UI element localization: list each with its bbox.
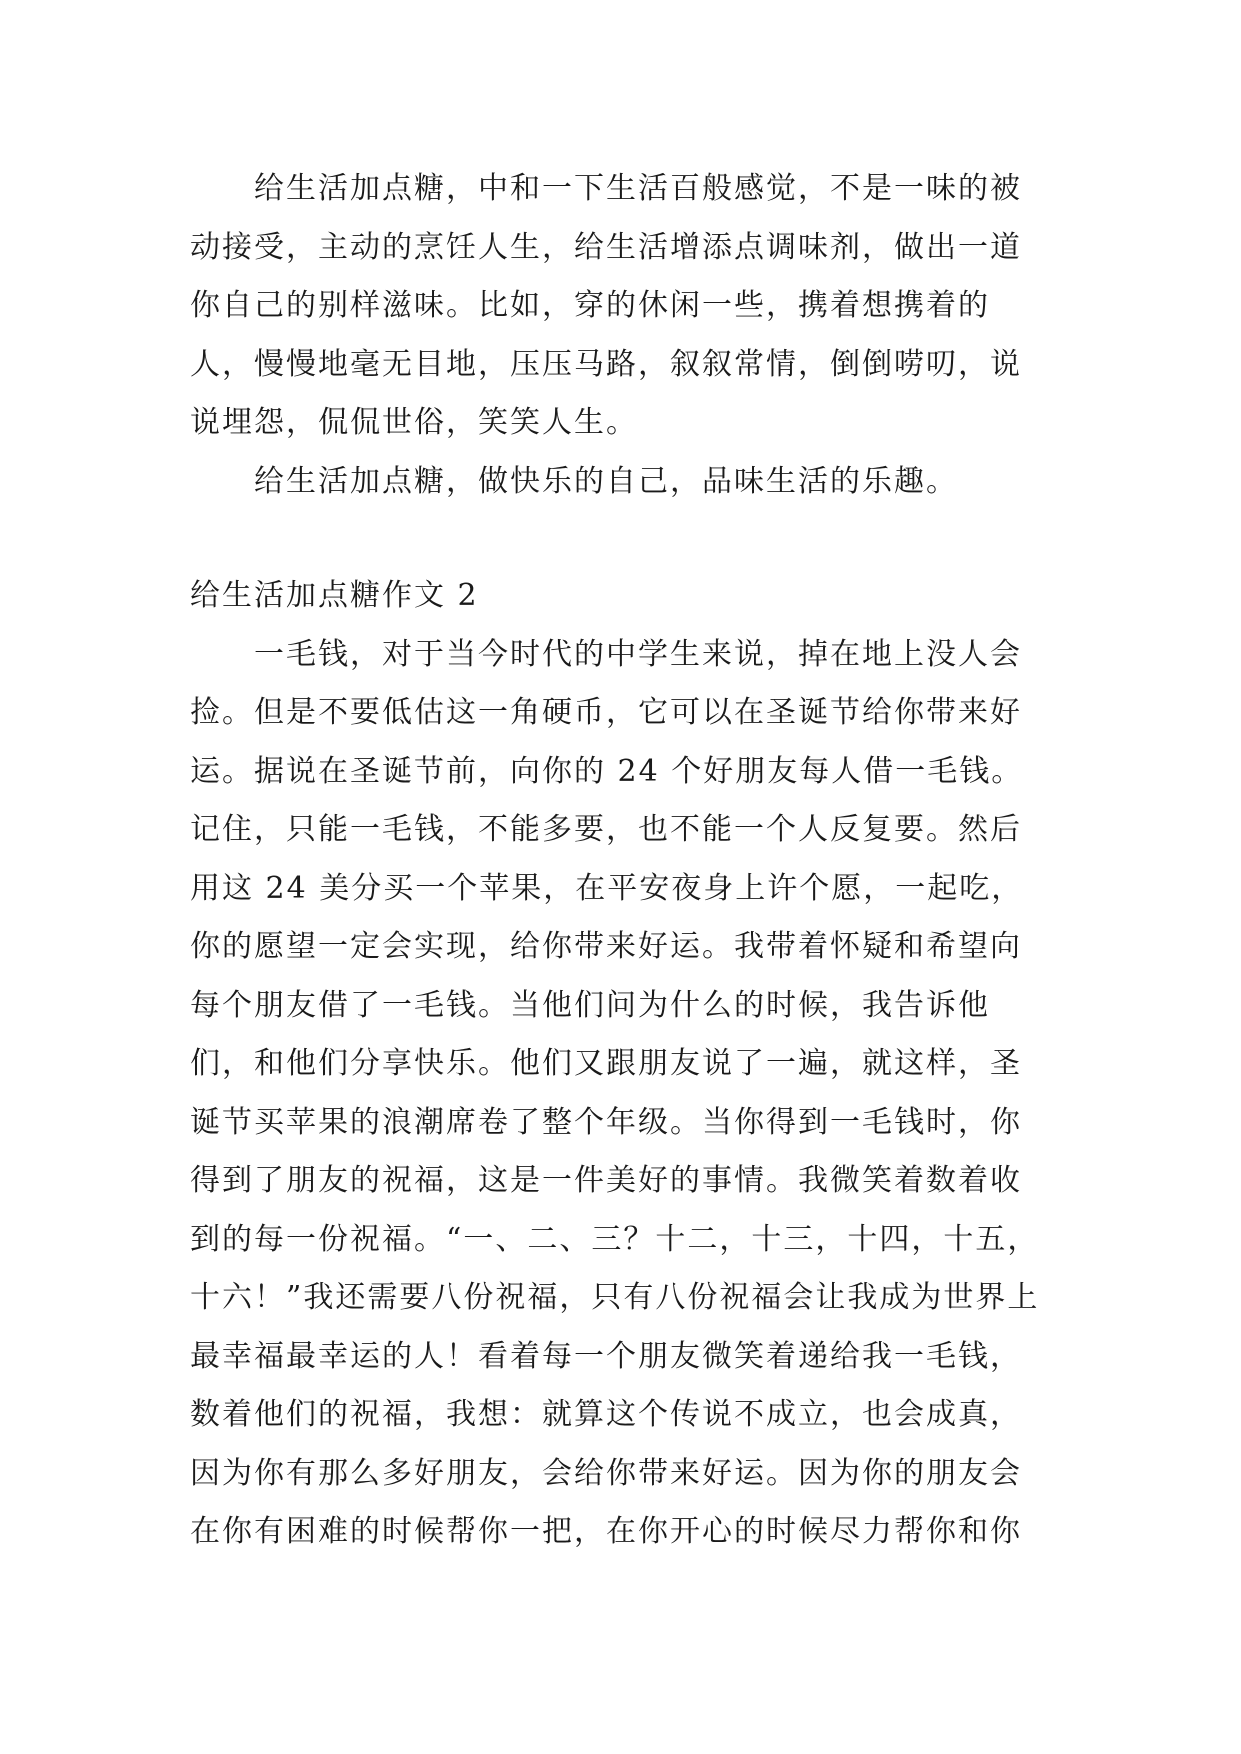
paragraph-sugar-life: 给生活加点糖，中和一下生活百般感觉，不是一味的被动接受，主动的烹饪人生，给生活增添点调味剂，做出一道你自己的别样滋味。比如，穿的休闲一些，携着想携着的人，慢慢地毫无目地，压压马路，叙叙常情，倒倒唠叨，说说埋怨，侃侃世俗，笑笑人生。 (190, 171, 1022, 440)
paragraph-ten-cents: 一毛钱，对于当今时代的中学生来说，掉在地上没人会捡。但是不要低估这一角硬币，它可以在圣诞节给你带来好运。据说在圣诞节前，向你的 24 个好朋友每人借一毛钱。记住，只能一毛钱，不能多要，也不能一个人反复要。然后用这 24 美分买一个苹果，在平安夜身上许个愿，一起吃，你的愿望一定会实现，给你带来好运。我带着怀疑和希望向每个朋友借了一毛钱。当他们问为什么的时候，我告诉他们，和他们分享快乐。他们又跟朋友说了一遍，就这样，圣诞节买苹果的浪潮席卷了整个年级。当你得到一毛钱时，你得到了朋友的祝福，这是一件美好的事情。我微笑着数着收到的每一份祝福。“一、二、三？十二，十三，十四，十五，十六！”我还需要八份祝福，只有八份祝福会让我成为世界上最幸福最幸运的人！看着每一个朋友微笑着递给我一毛钱，数着他们的祝福，我想：就算这个传说不成立，也会成真，因为你有那么多好朋友，会给你带来好运。因为你的朋友会在你有困难的时候帮你一把，在你开心的时候尽力帮你和你 (190, 636, 1040, 1549)
section-title: 给生活加点糖作文 2 (190, 578, 479, 613)
document-body (190, 160, 1050, 1562)
paragraph-happy-self: 给生活加点糖，做快乐的自己，品味生活的乐趣。 (254, 463, 958, 499)
